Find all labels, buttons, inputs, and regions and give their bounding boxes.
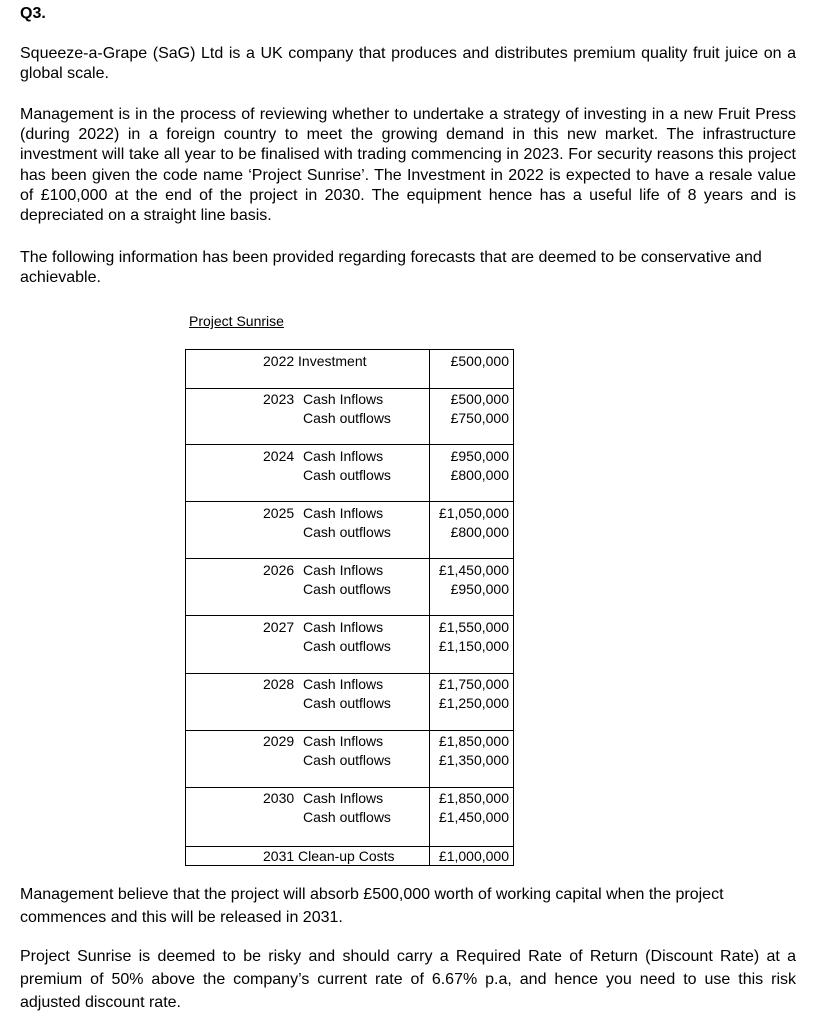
inflow-value: £500,000 <box>450 391 509 407</box>
outflow-value: £1,250,000 <box>438 695 509 711</box>
outflow-value: £1,150,000 <box>438 638 509 654</box>
inflow-label: Cash Inflows <box>303 448 384 464</box>
management-paragraph: Management is in the process of reviewing whether to undertake a strategy of investing in a new Fruit Press (during 2022) in a foreign country to meet the growing demand in this new market. The infrastructure investment will take all year to be finalised with trading commencing in 2023. For security reasons this project has been given the code name ‘Project Sunrise’. The Investment in 2022 is expected to have a resale value of £100,000 at the end of the project in 2030. The equipment hence has a useful life of 8 years and is depreciated on a straight line basis. <box>20 106 796 225</box>
row-separator <box>185 615 514 616</box>
outflow-value: £800,000 <box>450 524 509 540</box>
year-label: 2026 <box>263 562 295 578</box>
inflow-value: £1,850,000 <box>438 733 509 749</box>
inflow-label: Cash Inflows <box>303 391 384 407</box>
year-label: 2030 <box>263 790 295 806</box>
outflow-label: Cash outflows <box>303 410 391 426</box>
year-label: 2027 <box>263 619 295 635</box>
outflow-value: £950,000 <box>450 581 509 597</box>
inflow-value: £1,750,000 <box>438 676 509 692</box>
cashflow-table <box>185 349 514 866</box>
inflow-label: Cash Inflows <box>303 790 384 806</box>
intro-paragraph: Squeeze-a-Grape (SaG) Ltd is a UK company that produces and distributes premium quality fruit juice on a global scale. <box>20 45 796 83</box>
outflow-label: Cash outflows <box>303 809 391 825</box>
working-capital-paragraph: Management believe that the project will absorb £500,000 worth of working capital when the project commences and this will be released in 2031. <box>20 886 724 926</box>
inflow-label: Cash Inflows <box>303 619 384 635</box>
discount-rate-paragraph: Project Sunrise is deemed to be risky and should carry a Required Rate of Return (Discount Rate) at a premium of 50% above the company’s current rate of 6.67% p.a, and hence you need to use this risk adjusted discount rate. <box>20 948 796 1011</box>
year-label: 2023 <box>263 391 295 407</box>
row-separator <box>185 501 514 502</box>
forecast-intro-paragraph: The following information has been provided regarding forecasts that are deemed to be conservative and achievable. <box>20 249 762 287</box>
table-border <box>185 349 514 350</box>
outflow-label: Cash outflows <box>303 467 391 483</box>
inflow-value: £1,450,000 <box>438 562 509 578</box>
row-separator <box>185 444 514 445</box>
project-title: Project Sunrise <box>189 313 284 329</box>
outflow-label: Cash outflows <box>303 638 391 654</box>
inflow-label: Cash Inflows <box>303 562 384 578</box>
outflow-label: Cash outflows <box>303 524 391 540</box>
outflow-label: Cash outflows <box>303 695 391 711</box>
inflow-label: Cash Inflows <box>303 676 384 692</box>
row-separator <box>185 787 514 788</box>
table-border <box>429 349 430 866</box>
inflow-value: £1,050,000 <box>438 505 509 521</box>
inflow-label: Cash Inflows <box>303 505 384 521</box>
outflow-label: Cash outflows <box>303 581 391 597</box>
investment-value: £500,000 <box>450 353 509 369</box>
investment-label: 2022 Investment <box>263 353 367 369</box>
outflow-value: £800,000 <box>450 467 509 483</box>
inflow-label: Cash Inflows <box>303 733 384 749</box>
row-separator <box>185 673 514 674</box>
row-separator <box>185 730 514 731</box>
row-separator <box>185 388 514 389</box>
inflow-value: £950,000 <box>450 448 509 464</box>
outflow-value: £1,450,000 <box>438 809 509 825</box>
cleanup-label: 2031 Clean-up Costs <box>263 848 395 864</box>
outflow-label: Cash outflows <box>303 752 391 768</box>
table-border <box>185 349 186 866</box>
inflow-value: £1,850,000 <box>438 790 509 806</box>
year-label: 2028 <box>263 676 295 692</box>
year-label: 2025 <box>263 505 295 521</box>
outflow-value: £1,350,000 <box>438 752 509 768</box>
year-label: 2024 <box>263 448 295 464</box>
question-heading: Q3. <box>20 5 46 22</box>
inflow-value: £1,550,000 <box>438 619 509 635</box>
row-separator <box>185 558 514 559</box>
year-label: 2029 <box>263 733 295 749</box>
outflow-value: £750,000 <box>450 410 509 426</box>
cleanup-value: £1,000,000 <box>438 848 509 864</box>
table-border <box>513 349 514 866</box>
